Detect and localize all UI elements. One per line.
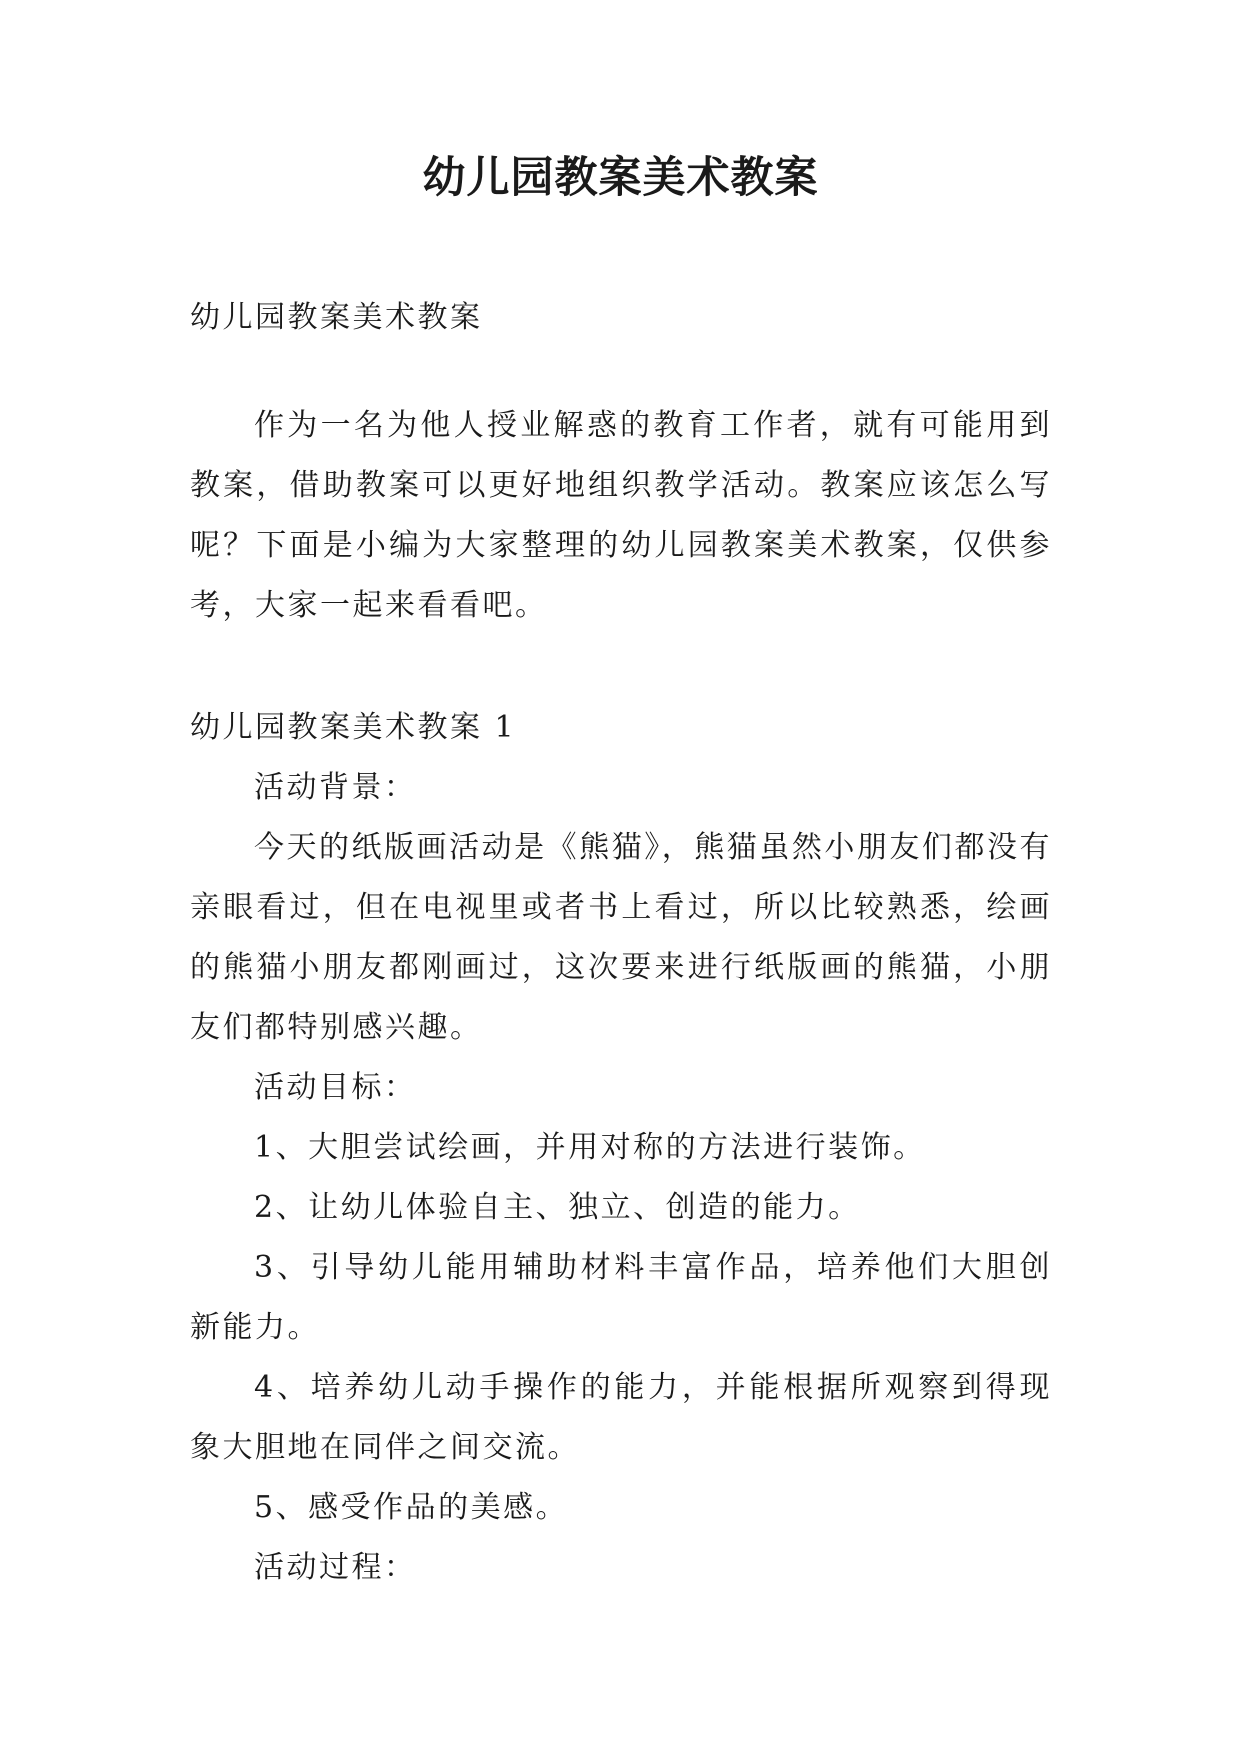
goal-item: 1、大胆尝试绘画，并用对称的方法进行装饰。 (254, 1130, 926, 1165)
document-title: 幼儿园教案美术教案 (422, 153, 819, 203)
process-label: 活动过程： (254, 1550, 417, 1585)
section-heading: 幼儿园教案美术教案 1 (190, 710, 517, 745)
goal-item: 5、感受作品的美感。 (254, 1490, 569, 1525)
document-subtitle: 幼儿园教案美术教案 (190, 300, 483, 335)
goal-item: 4、培养幼儿动手操作的能力，并能根据所观察到得现象大胆地在同伴之间交流。 (190, 1370, 1052, 1465)
background-label: 活动背景： (254, 770, 417, 805)
background-paragraph: 今天的纸版画活动是《熊猫》，熊猫虽然小朋友们都没有亲眼看过，但在电视里或者书上看过，所以比较熟悉，绘画的熊猫小朋友都刚画过，这次要来进行纸版画的熊猫，小朋友们都特别感兴趣。 (190, 830, 1052, 1045)
goal-item: 2、让幼儿体验自主、独立、创造的能力。 (254, 1190, 861, 1225)
goals-label: 活动目标： (254, 1070, 417, 1105)
goal-item: 3、引导幼儿能用辅助材料丰富作品，培养他们大胆创新能力。 (190, 1250, 1052, 1345)
section-1 (190, 698, 1052, 1598)
intro-paragraph: 作为一名为他人授业解惑的教育工作者，就有可能用到教案，借助教案可以更好地组织教学活动。教案应该怎么写呢？下面是小编为大家整理的幼儿园教案美术教案，仅供参考，大家一起来看看吧。 (190, 408, 1052, 623)
